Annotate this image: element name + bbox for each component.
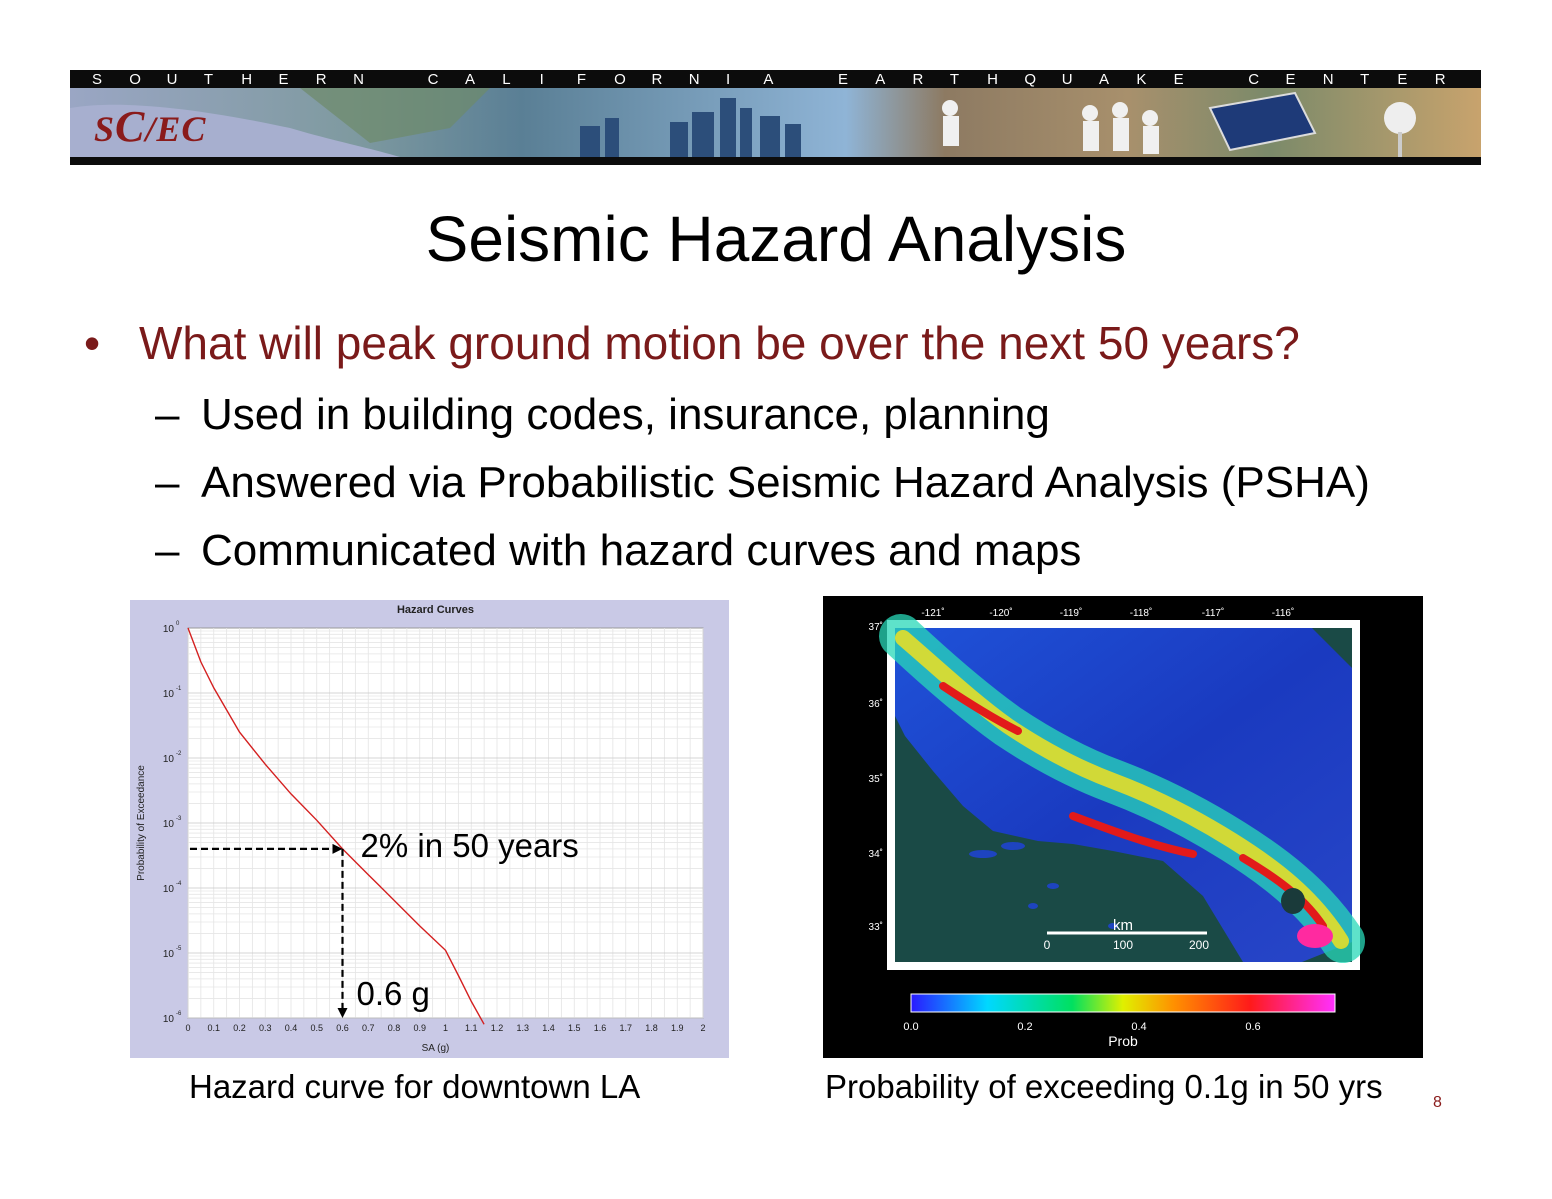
y-tick-label: 10 <box>162 689 174 700</box>
scale-label: km <box>1113 917 1133 934</box>
scale-tick-label: 200 <box>1188 938 1210 952</box>
x-axis-label: SA (g) <box>421 1043 450 1054</box>
island <box>1028 903 1038 909</box>
latitude-label: 34˚ <box>868 849 883 860</box>
banner-letter: E <box>1173 71 1184 88</box>
y-tick-label: 10 <box>162 819 174 830</box>
banner-letter: S <box>92 71 103 88</box>
banner-letter: A <box>875 71 886 88</box>
annotation-label: 2% in 50 years <box>360 826 579 864</box>
x-tick-label: 1.4 <box>542 1023 555 1033</box>
y-tick-label: 10 <box>162 624 174 635</box>
y-tick-exponent: -3 <box>176 816 182 822</box>
sub-bullet-dash: – <box>155 526 180 575</box>
colorbar-tick-label: 0.4 <box>1131 1021 1147 1033</box>
sub-bullet-dash: – <box>155 458 180 507</box>
banner-letter: U <box>1061 71 1073 88</box>
y-tick-label: 10 <box>162 884 174 895</box>
longitude-label: -118˚ <box>1129 608 1153 619</box>
scec-banner <box>70 70 1481 165</box>
x-tick-label: 2 <box>700 1023 706 1033</box>
banner-letter: N <box>353 71 364 88</box>
banner-letter: A <box>464 71 475 88</box>
sub-bullet-text: Communicated with hazard curves and maps <box>201 526 1082 575</box>
banner-letter: R <box>912 71 924 88</box>
x-tick-label: 0.2 <box>233 1023 246 1033</box>
latitude-label: 33˚ <box>868 922 883 933</box>
y-tick-label: 10 <box>162 1014 174 1025</box>
longitude-label: -120˚ <box>989 608 1013 619</box>
island <box>1047 883 1059 889</box>
banner-letter: R <box>1434 71 1446 88</box>
annotation-label: 0.6 g <box>356 975 430 1012</box>
longitude-label: -116˚ <box>1271 608 1295 619</box>
sub-bullet-dash: – <box>155 390 180 439</box>
banner-letter: E <box>278 71 289 88</box>
scale-tick-label: 100 <box>1112 938 1134 952</box>
bullet-marker: • <box>84 317 101 369</box>
banner-letter: K <box>1136 71 1147 88</box>
y-tick-exponent: -5 <box>176 946 182 952</box>
banner-letter: O <box>129 71 141 88</box>
banner-letter: E <box>1285 71 1296 88</box>
y-tick-label: 10 <box>162 754 174 765</box>
x-tick-label: 0.6 <box>336 1023 349 1033</box>
banner-letter: C <box>1248 71 1260 88</box>
grid-lines <box>188 628 703 1018</box>
lake <box>1281 888 1305 914</box>
colorbar-tick-label: 0.6 <box>1245 1021 1261 1033</box>
banner-letter: N <box>1322 71 1334 88</box>
x-tick-label: 1.3 <box>516 1023 530 1033</box>
latitude-label: 37˚ <box>868 622 883 633</box>
caption-right: Probability of exceeding 0.1g in 50 yrs <box>825 1068 1383 1105</box>
x-tick-label: 1 <box>442 1023 449 1033</box>
x-tick-label: 1.6 <box>593 1023 607 1033</box>
x-tick-label: 0.8 <box>387 1023 401 1033</box>
latitude-label: 36˚ <box>868 699 883 710</box>
slide-title: Seismic Hazard Analysis <box>425 203 1127 275</box>
y-tick-exponent: 0 <box>176 621 180 627</box>
x-tick-label: 0.1 <box>207 1023 221 1033</box>
colorbar <box>911 994 1335 1012</box>
hazard-map <box>823 596 1423 1058</box>
banner-letter: T <box>1360 71 1370 88</box>
banner-letter: H <box>241 71 253 88</box>
longitude-label: -117˚ <box>1201 608 1225 619</box>
banner-letter: Q <box>1024 71 1037 88</box>
banner-letter: C <box>427 71 439 88</box>
y-tick-exponent: -1 <box>176 686 182 692</box>
x-tick-label: 1.5 <box>567 1023 581 1033</box>
island <box>1001 842 1025 850</box>
x-tick-label: 0.9 <box>413 1023 427 1033</box>
longitude-label: -121˚ <box>921 608 945 619</box>
x-tick-label: 0 <box>185 1023 191 1033</box>
page-number: 8 <box>1433 1094 1442 1111</box>
banner-letter: A <box>1099 71 1110 88</box>
banner-letter: E <box>837 71 848 88</box>
banner-letter: L <box>502 71 511 88</box>
x-tick-label: 1.7 <box>619 1023 633 1033</box>
scec-logo: SC/EC <box>94 102 207 151</box>
island <box>969 850 997 858</box>
banner-letter: R <box>315 71 327 88</box>
colorbar-label: Prob <box>1108 1033 1138 1049</box>
banner-letter: I <box>539 71 544 88</box>
x-tick-label: 0.7 <box>361 1023 375 1033</box>
y-tick-exponent: -2 <box>176 751 182 757</box>
x-tick-label: 1.2 <box>490 1023 504 1033</box>
x-tick-label: 0.5 <box>310 1023 324 1033</box>
longitude-label: -119˚ <box>1059 608 1083 619</box>
banner-letter: N <box>688 71 700 88</box>
x-tick-label: 0.4 <box>284 1023 298 1033</box>
x-tick-label: 1.8 <box>645 1023 658 1033</box>
banner-letter: U <box>166 71 178 88</box>
banner-letter: I <box>726 71 731 88</box>
x-tick-label: 1.9 <box>670 1023 684 1033</box>
banner-letter: E <box>1397 71 1408 88</box>
x-tick-label: 0.3 <box>258 1023 272 1033</box>
scale-tick-label: 0 <box>1043 938 1051 952</box>
y-tick-label: 10 <box>162 949 174 960</box>
chart-title: Hazard Curves <box>396 604 475 616</box>
banner-letter: O <box>614 71 626 88</box>
hazard-curve-chart <box>130 600 729 1058</box>
y-tick-exponent: -6 <box>176 1011 182 1017</box>
banner-photo-strip <box>70 88 1481 157</box>
banner-letter: F <box>576 71 587 88</box>
sub-bullet-text: Used in building codes, insurance, planning <box>201 390 1050 439</box>
banner-letter: T <box>203 71 214 88</box>
colorbar-tick-label: 0.2 <box>1017 1021 1033 1033</box>
latitude-label: 35˚ <box>868 774 883 785</box>
y-tick-exponent: -4 <box>176 881 182 887</box>
bullet-text: What will peak ground motion be over the next 50 years? <box>139 317 1300 369</box>
banner-letter: H <box>987 71 998 88</box>
sub-bullet-text: Answered via Probabilistic Seismic Hazard Analysis (PSHA) <box>201 458 1370 507</box>
hazard-peak <box>1297 924 1333 948</box>
y-axis-label: Probability of Exceedance <box>136 765 147 881</box>
caption-left: Hazard curve for downtown LA <box>189 1068 641 1105</box>
banner-letter: A <box>763 71 774 88</box>
banner-letter: T <box>949 71 959 88</box>
colorbar-tick-label: 0.0 <box>903 1021 919 1033</box>
banner-title <box>70 70 1481 88</box>
banner-letter: R <box>651 71 663 88</box>
x-tick-label: 1.1 <box>464 1023 478 1033</box>
